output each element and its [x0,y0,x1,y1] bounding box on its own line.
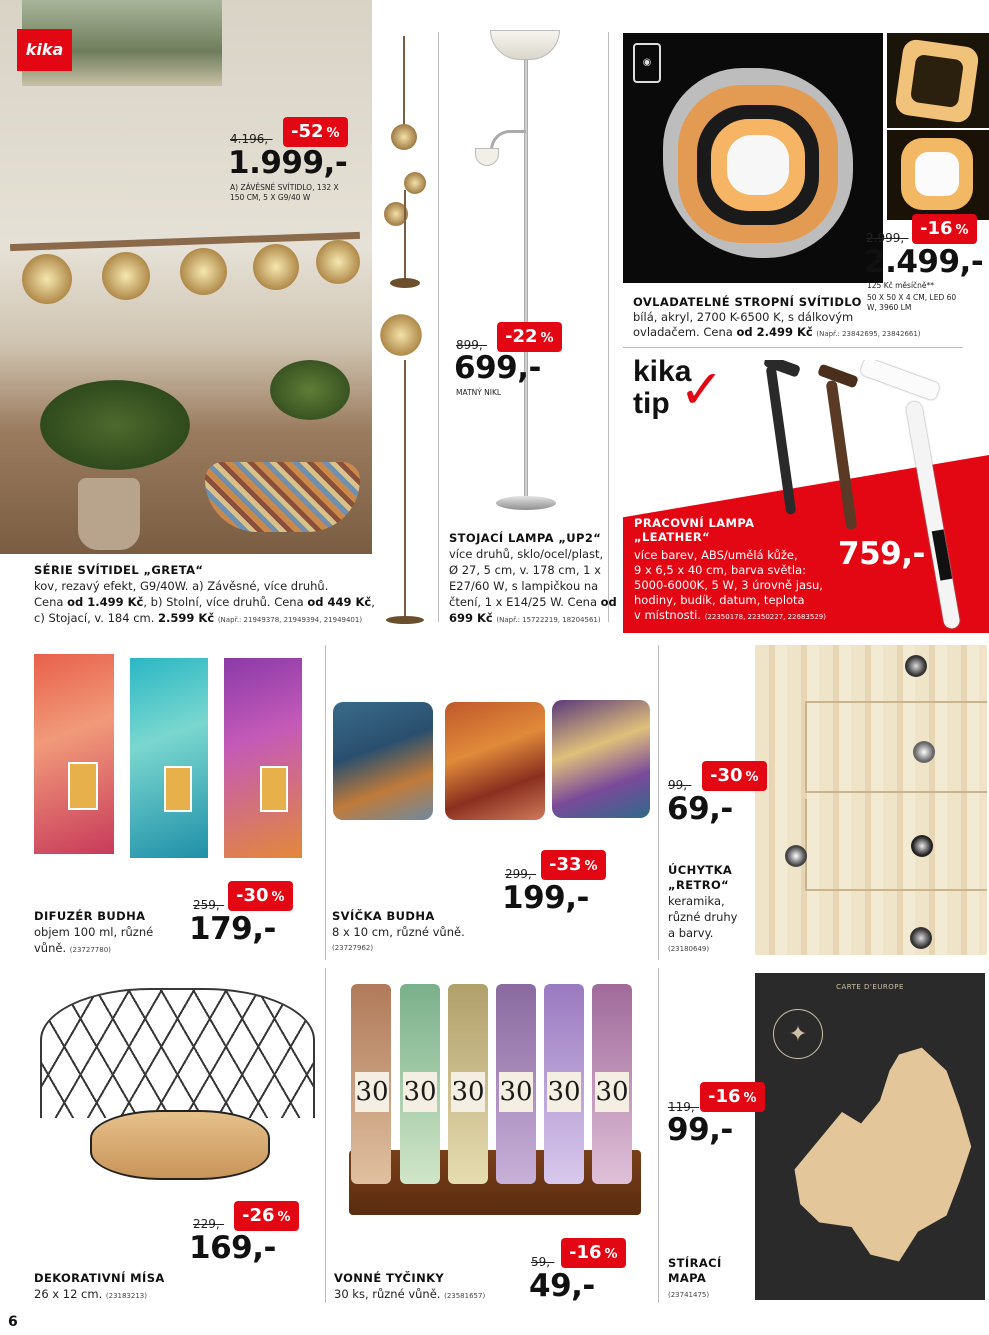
product-desc [34,595,375,609]
candle-jar [445,702,545,820]
discount-badge [561,1238,626,1268]
product-desc: více barev, ABS/umělá kůže, [634,548,798,562]
discount-badge [497,322,562,352]
product-desc [34,1287,147,1303]
discount-value: -16 [708,1086,741,1107]
percent-sign: % [955,223,969,238]
discount-value: -16 [569,1242,602,1263]
checkmark-icon: ✓ [679,358,725,421]
price: 49,- [529,1268,595,1304]
discount-badge [702,761,767,791]
discount-badge [283,117,348,147]
knob [913,741,935,763]
map-title: CARTE D'EUROPE [836,983,904,991]
price: 759,- [838,536,925,572]
difuzer-photo [30,650,320,865]
map-europe-shape [785,1043,975,1273]
divider [608,32,609,622]
product-desc: a barvy. [668,926,714,940]
percent-sign: % [326,126,340,141]
price-note: MATNÝ NIKL [456,388,502,397]
floor-lamp-globes [378,310,424,360]
desc-text: čtení, 1 x E14/25 W. Cena [449,595,601,609]
kika-tip-line2: tip [633,387,670,420]
greta-photo [0,0,372,554]
product-code: (23727962) [332,944,374,952]
difuzer-bottle [68,762,98,810]
knob [905,655,927,677]
knob [910,927,932,949]
price-note: A) ZÁVĚSNÉ SVÍTIDLO, 132 X 150 CM, 5 X G9/40 W [230,183,339,202]
product-title: SÉRIE SVÍTIDEL „GRETA“ [34,563,204,577]
discount-value: -16 [920,218,953,239]
misa-photo [30,980,325,1195]
product-desc: více druhů, sklo/ocel/plast, [449,547,604,561]
kika-logo-text: kika [25,40,64,59]
table-lamp-globe [404,172,426,194]
lamp-square-glow [910,54,964,108]
small-plant [270,360,350,420]
product-code: (23581657) [444,1292,486,1300]
old-price: 4.196,- [230,132,273,146]
product-title: DIFUZÉR BUDHA [34,909,146,923]
ceiling-lamp-cool-photo [887,130,989,220]
difuzer-bottle [164,766,192,812]
uplight-shade [490,30,560,60]
leather-lamp-brown-head [817,364,859,389]
price: 69,- [667,791,733,827]
knob [911,835,933,857]
tube-number: 30 [547,1072,581,1112]
product-code: (23180649) [668,945,710,953]
divider [623,347,963,348]
desc-price: od [600,595,617,609]
product-desc [34,941,111,957]
tube-number: 30 [451,1072,485,1112]
divider [438,32,439,622]
desc-text: c) Stojací, v. 184 cm. [34,611,159,625]
percent-sign: % [271,890,285,905]
difuzer-box-purple [224,658,302,858]
mapa-photo [755,973,985,1300]
discount-badge [541,850,606,880]
up2-lamp-photo [460,30,610,520]
difuzer-bottle [260,766,288,812]
plant-pot [78,478,140,550]
product-code: (23727780) [69,946,111,954]
product-desc: bílá, akryl, 2700 K-6500 K, s dálkovým [633,310,854,324]
discount-badge [234,1201,299,1231]
product-desc: 5000-6000K, 5 W, 3 úrovně jasu, [634,578,823,592]
divider [658,968,659,1303]
desc-price: 699 Kč [449,611,493,625]
bowl-wooden-base [90,1110,270,1180]
old-price: 229,- [193,1217,225,1231]
desc-text: 30 ks, různé vůně. [334,1287,441,1301]
knob [785,845,807,867]
product-desc: 8 x 10 cm, různé vůně. [332,925,465,939]
product-code: (Např.: 21949378, 21949394, 21949401) [217,616,363,624]
product-code: (23741475) [668,1291,710,1299]
discount-value: -52 [291,121,324,142]
price-note: 50 X 50 X 4 CM, LED 60 W, 3960 LM [867,293,957,312]
page-number: 6 [8,1314,18,1330]
ceiling-lamp-warm-photo [887,33,989,128]
discount-value: -26 [242,1205,275,1226]
price: 1.999,- [228,145,348,181]
product-desc: Ø 27, 5 cm, v. 178 cm, 1 x [449,563,601,577]
leather-lamp-white-head [859,360,940,401]
divider [658,645,659,960]
tube-number: 30 [499,1072,533,1112]
desc-text: , b) Stolní, více druhů. Cena [143,595,308,609]
old-price: 2.999,- [866,231,909,245]
product-desc-price [633,325,921,341]
discount-badge [912,214,977,244]
plant-leaves [40,380,190,470]
product-title: DEKORATIVNÍ MÍSA [34,1271,165,1285]
product-title: STOJACÍ LAMPA „UP2“ [449,531,602,545]
product-desc [34,611,362,627]
ceiling-lamp-photo [623,33,883,283]
price: 169,- [189,1230,276,1266]
price: 199,- [502,880,589,916]
product-desc [634,608,826,624]
candle-jar [552,700,650,818]
difuzer-box-teal [130,658,208,858]
lamp-pole [524,60,528,500]
price: 179,- [189,911,276,947]
reading-shade [475,148,499,166]
product-desc: E27/60 W, s lampičkou na [449,579,599,593]
product-desc: objem 100 ml, různé [34,925,154,939]
product-title: „RETRO“ [668,878,730,892]
old-price: 299,- [505,867,537,881]
old-price: 119,- [668,1100,700,1114]
product-desc [449,595,617,609]
remote-icon: ◉ [633,43,661,83]
price: 2.499,- [864,244,984,280]
tube-number: 30 [355,1072,389,1112]
lamp-base [496,496,556,510]
product-title: ÚCHYTKA [668,863,733,877]
desc-price: od 2.499 Kč [736,325,813,339]
greta-table-floor-lamp-photo [374,30,434,630]
difuzer-box-red [34,654,114,854]
divider [325,968,326,1303]
wire-bowl [40,988,315,1118]
desc-text: , [371,595,375,609]
product-desc [449,611,601,627]
product-title: VONNÉ TYČINKY [334,1271,445,1285]
kika-logo[interactable] [17,29,72,71]
drawer-front [805,799,987,891]
product-code: (Např.: 23842695, 23842661) [816,330,921,338]
desc-text: v místnosti. [634,608,702,622]
product-desc: různé druhy [668,910,738,924]
tycinky-photo [345,980,645,1220]
monthly-price-note: 125 Kč měsíčně** [867,281,935,290]
discount-badge [700,1082,765,1112]
product-title: MAPA [668,1271,707,1285]
pendant-bar [10,232,360,251]
price: 699,- [454,350,541,386]
desc-text: 26 x 12 cm. [34,1287,103,1301]
pendant-globe [391,124,417,150]
pendant-globe [22,254,72,304]
old-price: 259,- [193,898,225,912]
discount-value: -30 [236,885,269,906]
percent-sign: % [584,859,598,874]
divider [325,645,326,960]
desc-price: 2.599 Kč [158,611,215,625]
percent-sign: % [743,1091,757,1106]
floor-lamp-stem [404,360,406,620]
percent-sign: % [604,1247,618,1262]
tube-number: 30 [595,1072,629,1112]
kika-tip-line1: kika [633,355,692,388]
floor-lamp-base [386,616,424,624]
product-desc: hodiny, budík, datum, teplota [634,593,805,607]
desc-price: od 1.499 Kč [67,595,144,609]
product-title: SVÍČKA BUDHA [332,909,435,923]
product-title: OVLADATELNÉ STROPNÍ SVÍTIDLO [633,295,862,309]
leather-lamp-brown [826,380,858,530]
leather-lamp-black [766,365,797,515]
percent-sign: % [277,1210,291,1225]
svicka-photo [330,690,650,830]
pendant-globe [102,252,150,300]
decorative-bowl [205,462,360,532]
percent-sign: % [745,770,759,785]
desc-text: Cena [34,595,68,609]
product-desc: 9 x 6,5 x 40 cm, barva světla: [634,563,807,577]
pendant-globe [316,240,360,284]
pendant-globe [253,244,299,290]
discount-value: -33 [549,854,582,875]
desc-price: od 449 Kč [307,595,372,609]
product-code: (Např.: 15722219, 18204561) [496,616,601,624]
uchytka-photo [755,645,987,955]
desc-text: ovladačem. Cena [633,325,737,339]
product-code: (23183213) [105,1292,147,1300]
table-lamp-base [390,278,420,288]
product-desc [334,1287,485,1303]
product-code: (22350178, 22350227, 22683529) [704,613,826,621]
drawer-front [805,701,987,793]
percent-sign: % [540,331,554,346]
old-price: 899,- [456,338,488,352]
product-title: STÍRACÍ [668,1256,722,1270]
kika-tip-logo [633,357,728,427]
product-desc: kov, rezavý efekt, G9/40W. a) Závěsné, více druhů. [34,579,329,593]
discount-value: -22 [505,326,538,347]
desc-text: vůně. [34,941,67,955]
product-desc: keramika, [668,894,725,908]
ceiling-lamp-center [727,135,789,195]
leather-lamp-white [905,400,961,629]
discount-badge [228,881,293,911]
product-title: PRACOVNÍ LAMPA „LEATHER“ [634,516,755,544]
discount-value: -30 [710,765,743,786]
pendant-globe [180,248,227,295]
old-price: 99,- [668,778,692,792]
compass-icon: ✦ [773,1009,823,1059]
lamp-pentagon-glow [915,152,959,196]
old-price: 59,- [531,1255,555,1269]
tube-number: 30 [403,1072,437,1112]
price: 99,- [667,1112,733,1148]
candle-jar [333,702,433,820]
table-lamp-stem [404,190,406,280]
